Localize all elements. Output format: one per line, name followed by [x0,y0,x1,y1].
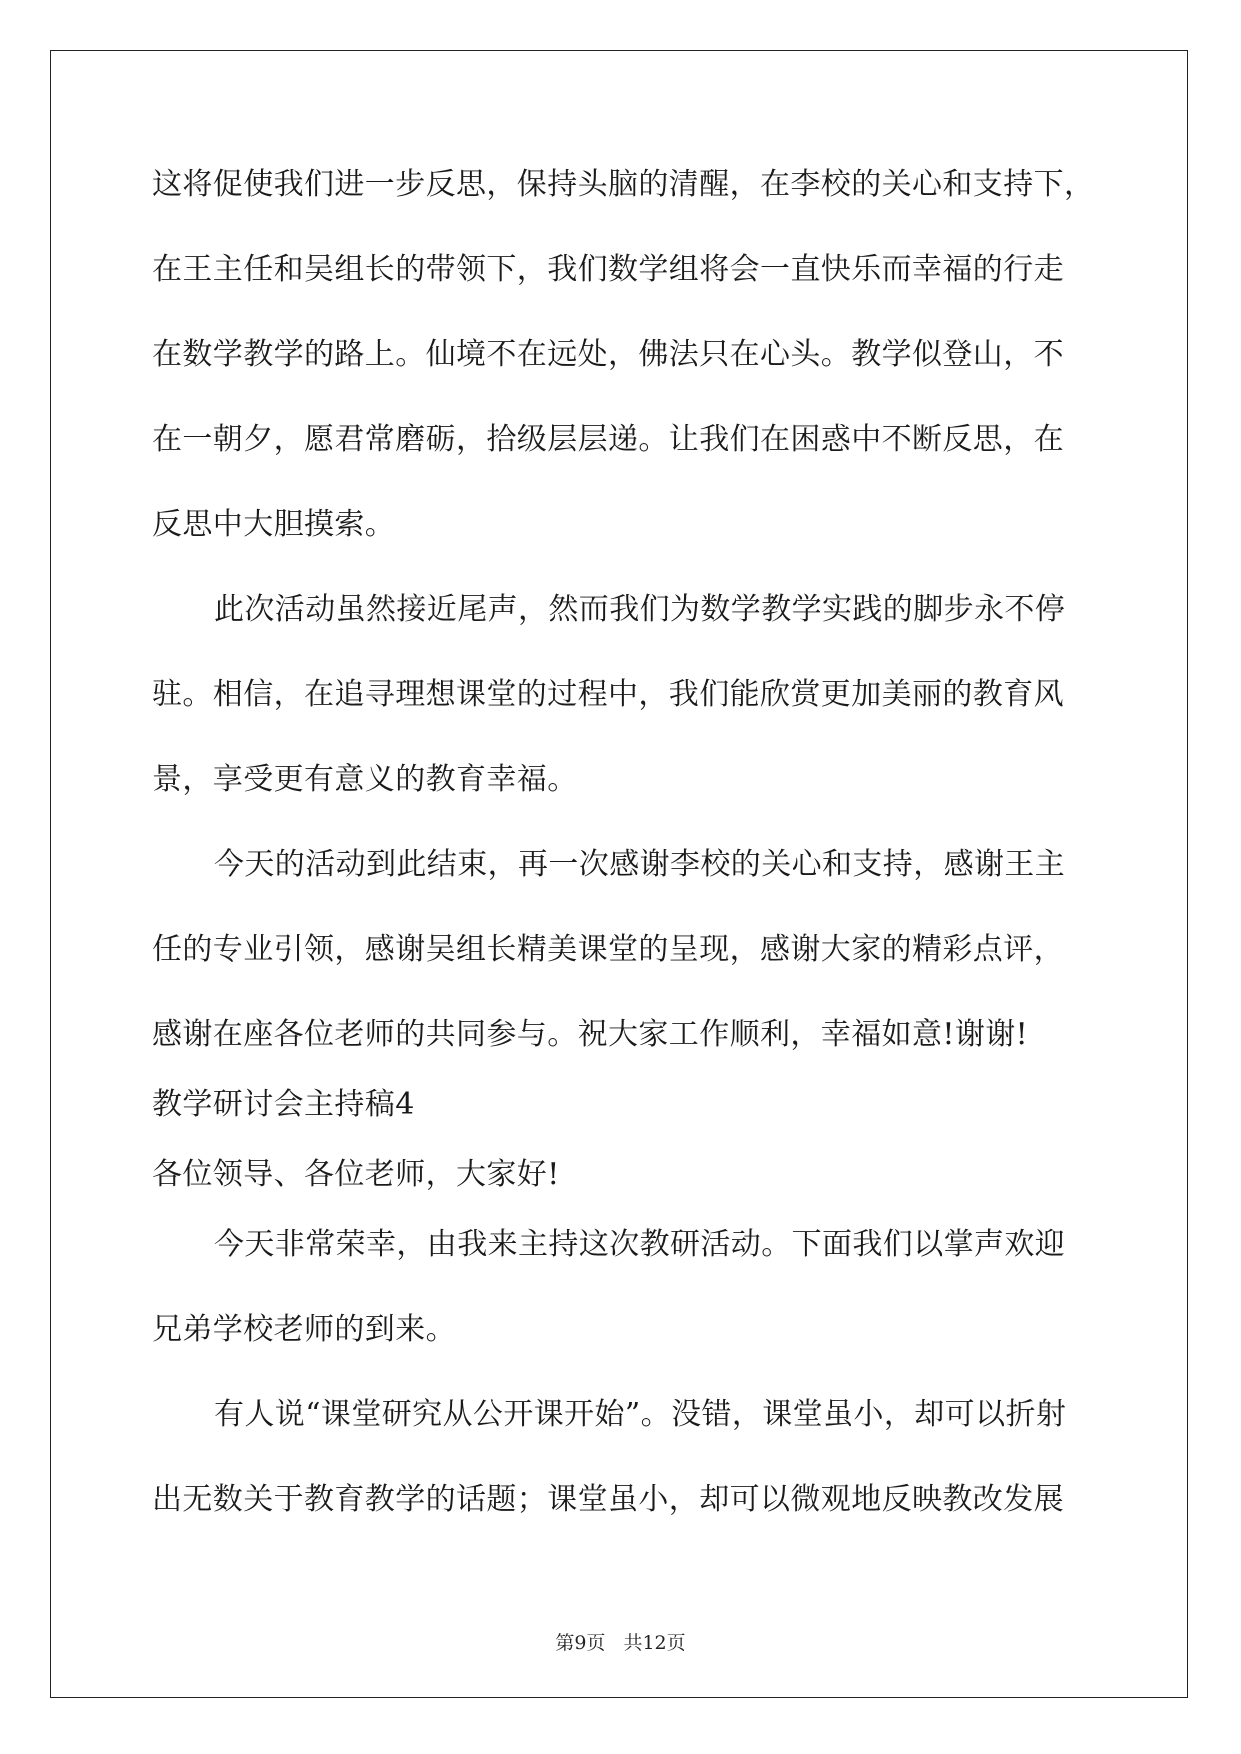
paragraph-start-line: 此次活动虽然接近尾声，然而我们为数学教学实践的脚步永不停 [214,592,1066,627]
body-line: 在一朝夕，愿君常磨砺，拾级层层递。让我们在困惑中不断反思，在 [152,422,1064,457]
body-line: 感谢在座各位老师的共同参与。祝大家工作顺利，幸福如意!谢谢! [152,1017,1029,1052]
body-line: 反思中大胆摸索。 [152,507,396,542]
body-line: 景，享受更有意义的教育幸福。 [152,762,578,797]
greeting-line: 各位领导、各位老师，大家好! [152,1157,560,1192]
body-line: 任的专业引领，感谢吴组长精美课堂的呈现，感谢大家的精彩点评， [152,932,1064,967]
page-total: 共12页 [623,1632,686,1654]
body-line: 在王主任和吴组长的带领下，我们数学组将会一直快乐而幸福的行走 [152,252,1064,287]
body-line: 驻。相信，在追寻理想课堂的过程中，我们能欣赏更加美丽的教育风 [152,677,1064,712]
body-line: 这将促使我们进一步反思，保持头脑的清醒，在李校的关心和支持下， [152,167,1095,202]
body-line: 兄弟学校老师的到来。 [152,1312,456,1347]
paragraph-start-line: 今天非常荣幸，由我来主持这次教研活动。下面我们以掌声欢迎 [214,1227,1066,1262]
page-number: 第9页 [555,1632,606,1654]
document-body [152,165,1102,1520]
paragraph-start-line: 有人说“课堂研究从公开课开始”。没错，课堂虽小，却可以折射 [214,1397,1067,1432]
body-line: 在数学教学的路上。仙境不在远处，佛法只在心头。教学似登山，不 [152,337,1064,372]
paragraph-start-line: 今天的活动到此结束，再一次感谢李校的关心和支持，感谢王主 [214,847,1066,882]
body-line: 出无数关于教育教学的话题；课堂虽小，却可以微观地反映教改发展 [152,1482,1064,1517]
section-heading: 教学研讨会主持稿4 [152,1087,415,1122]
page-footer [0,1628,1241,1655]
